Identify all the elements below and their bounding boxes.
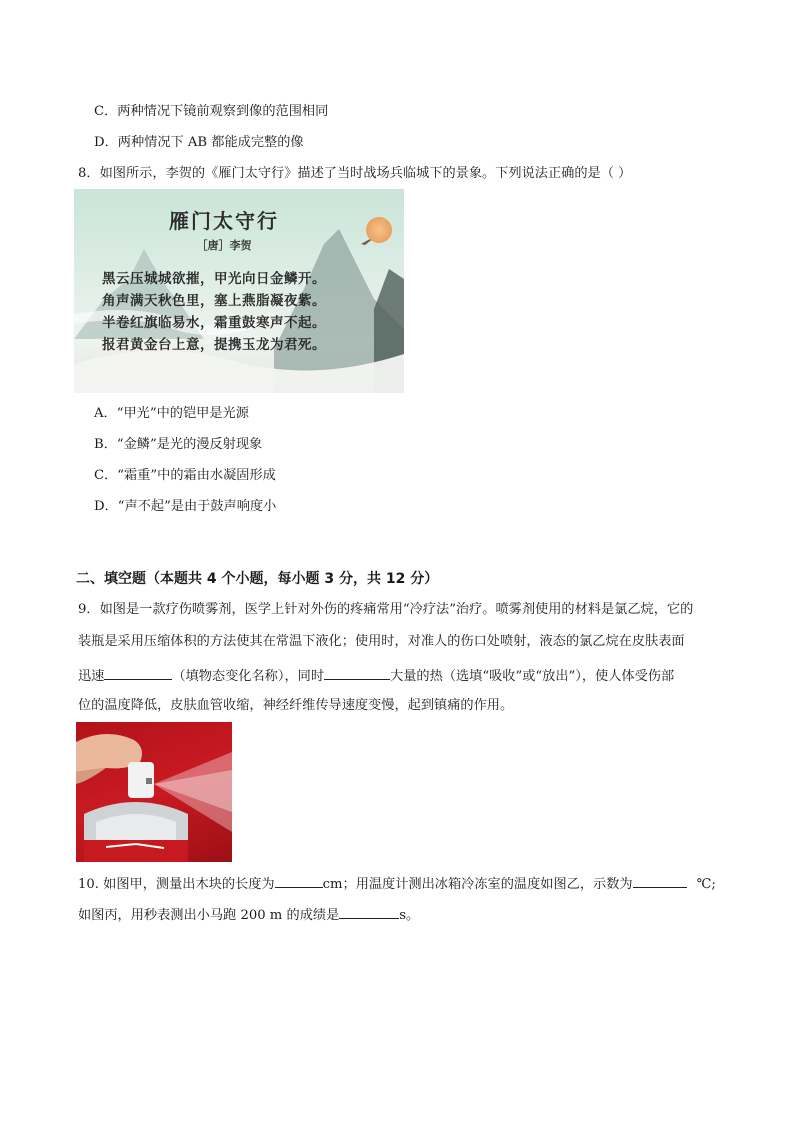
poem-line-3: 半卷红旗临易水，霜重鼓寒声不起。 <box>102 315 326 331</box>
spray-photo <box>76 722 232 862</box>
q10-text-e: s。 <box>399 908 420 923</box>
q7-option-d: D．两种情况下 AB 都能成完整的像 <box>94 135 304 150</box>
q10-text-a: 10. 如图甲，测量出木块的长度为 <box>78 877 275 892</box>
q9-line-2: 装瓶是采用压缩体积的方法使其在常温下液化；使用时，对准人的伤口处喷射，液态的氯乙烷在皮肤表面 <box>78 634 685 649</box>
q8-stem: 8．如图所示，李贺的《雁门太守行》描述了当时战场兵临城下的景象。下列说法正确的是（ ） <box>78 166 632 181</box>
q9-line-3 <box>78 665 674 686</box>
q10-answer-blank-temperature[interactable] <box>633 873 687 888</box>
q9-text-b: （填物态变化名称），同时 <box>172 669 325 684</box>
section-heading: 二、填空题（本题共 4 个小题，每小题 3 分，共 12 分） <box>76 571 439 587</box>
q9-line-1: 9．如图是一款疗伤喷雾剂，医学上针对外伤的疼痛常用“冷疗法”治疗。喷雾剂使用的材料是氯乙烷，它的 <box>78 602 694 617</box>
q10-line-2 <box>78 904 419 925</box>
q10-text-d: 如图丙，用秒表测出小马跑 200 m 的成绩是 <box>78 908 340 923</box>
poem-line-2: 角声满天秋色里，塞上燕脂凝夜紫。 <box>102 293 326 309</box>
q9-text-c: 大量的热（选填“吸收”或“放出”），使人体受伤部 <box>390 669 675 684</box>
poem-line-4: 报君黄金台上意，提携玉龙为君死。 <box>102 337 326 353</box>
q10-answer-blank-length[interactable] <box>275 873 323 888</box>
poem-title: 雁门太守行 <box>169 209 279 233</box>
poem-line-1: 黑云压城城欲摧，甲光向日金鳞开。 <box>102 271 326 287</box>
poem-author: ［唐］李贺 <box>196 239 252 252</box>
q9-answer-blank-2[interactable] <box>324 665 390 680</box>
q10-text-c: ℃; <box>696 877 716 892</box>
q10-text-b: cm；用温度计测出冰箱冷冻室的温度如图乙，示数为 <box>322 877 633 892</box>
q9-line-4: 位的温度降低，皮肤血管收缩，神经纤维传导速度变慢，起到镇痛的作用。 <box>78 698 514 713</box>
q10-line-1 <box>78 873 716 894</box>
q7-option-c: C．两种情况下镜前观察到像的范围相同 <box>94 104 329 119</box>
q8-option-a: A．“甲光”中的铠甲是光源 <box>94 406 249 421</box>
spray-can-illustration <box>76 722 232 862</box>
q8-option-b: B．“金鳞”是光的漫反射现象 <box>94 437 263 452</box>
q10-answer-blank-time[interactable] <box>339 904 399 919</box>
q9-text-a: 迅速 <box>78 669 105 684</box>
poem-image <box>74 189 404 393</box>
q9-answer-blank-1[interactable] <box>104 665 172 680</box>
q8-option-c: C．“霜重”中的霜由水凝固形成 <box>94 468 276 483</box>
q8-option-d: D．“声不起”是由于鼓声响度小 <box>94 499 277 514</box>
